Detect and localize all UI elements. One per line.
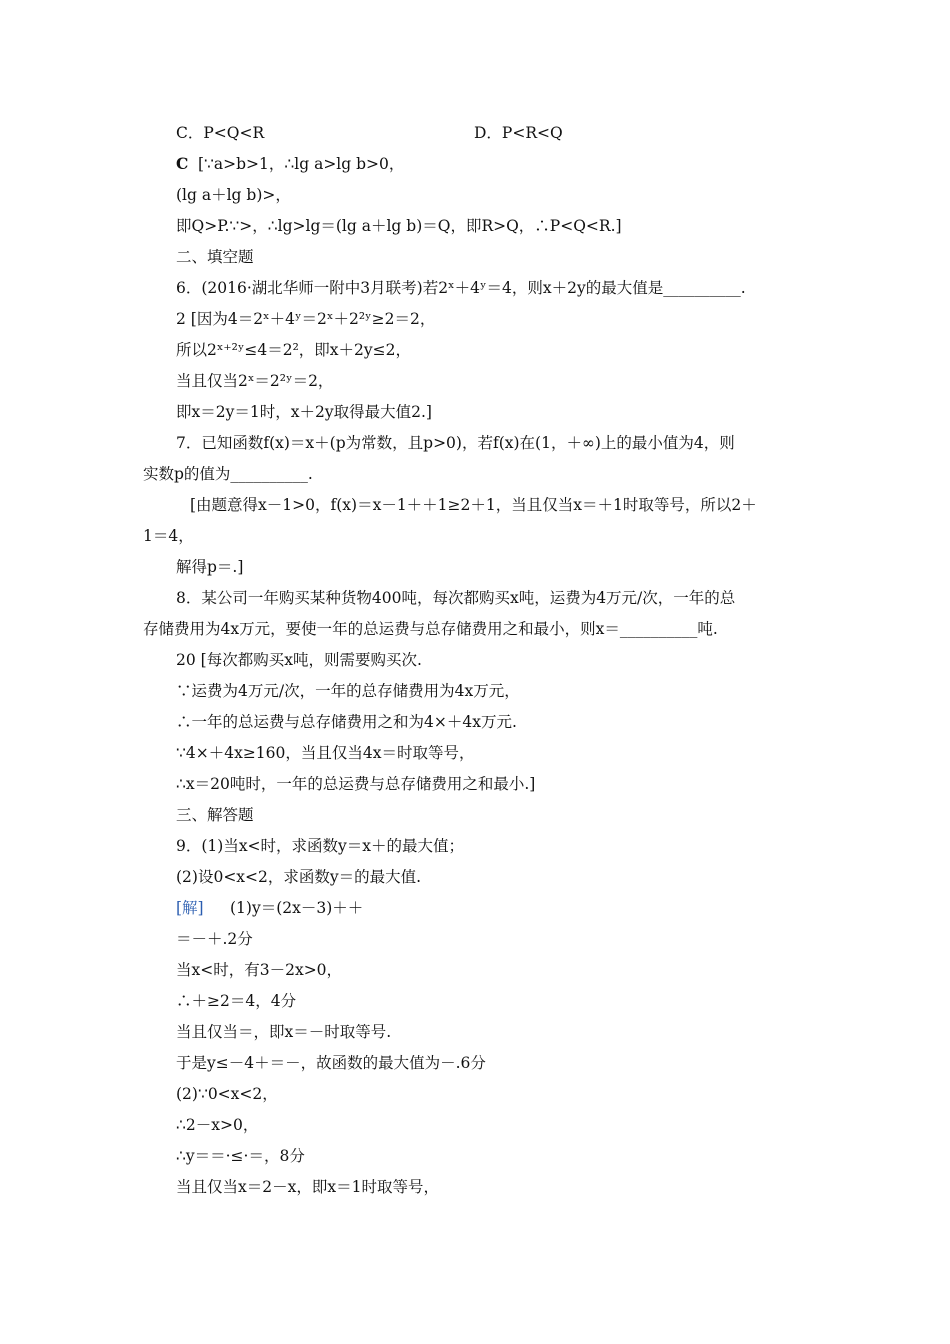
option-c: C．P<Q<R <box>176 124 265 142</box>
question-7-cont: 实数p的值为__________. <box>143 465 313 483</box>
question-9-part-2: (2)设0<x<2，求函数y＝的最大值. <box>176 868 422 886</box>
option-d: D．P<R<Q <box>474 124 563 142</box>
solution-tag: [解] <box>176 899 204 917</box>
solution-line: 1＝4， <box>143 527 194 545</box>
answer-label: C <box>176 154 189 173</box>
solution-line: 即x＝2y＝1时，x＋2y取得最大值2.] <box>176 403 432 421</box>
solution-line: ∵4×＋4x≥160，当且仅当4x＝时取等号， <box>176 744 475 762</box>
section-heading: 三、解答题 <box>176 806 254 824</box>
question-8-cont: 存储费用为4x万元，要使一年的总运费与总存储费用之和最小，则x＝__________吨. <box>143 620 718 638</box>
solution-line: 当x<时，有3－2x>0， <box>176 961 343 979</box>
solution-line: ∵运费为4万元/次，一年的总存储费用为4x万元， <box>176 682 520 700</box>
question-9-part-1: 9．(1)当x<时，求函数y＝x＋的最大值； <box>176 837 465 855</box>
solution-line: 20 [每次都购买x吨，则需要购买次. <box>176 651 422 669</box>
solution-line: ∴x＝20吨时，一年的总运费与总存储费用之和最小.] <box>176 775 536 793</box>
solution-line: (1)y＝(2x－3)＋＋ <box>230 899 364 917</box>
question-8: 8．某公司一年购买某种货物400吨，每次都购买x吨，运费为4万元/次，一年的总 <box>176 589 736 607</box>
solution-line: 当且仅当x＝2－x，即x＝1时取等号， <box>176 1178 439 1196</box>
solution-line: ∴＋≥2＝4，4分 <box>176 992 297 1010</box>
solution-line: 解得p＝.] <box>176 558 244 576</box>
solution-line: (2)∵0<x<2， <box>176 1085 278 1103</box>
solution-line: (lg a＋lg b)>， <box>176 186 291 204</box>
question-7: 7．已知函数f(x)＝x＋(p为常数，且p>0)，若f(x)在(1，＋∞)上的最小值为4，则 <box>176 434 735 452</box>
solution-line: 2 [因为4＝2ˣ＋4ʸ＝2ˣ＋2²ʸ≥2＝2， <box>176 310 436 328</box>
solution-line: 于是y≤－4＋＝－，故函数的最大值为－.6分 <box>176 1054 486 1072</box>
solution-line: ∴一年的总运费与总存储费用之和为4×＋4x万元. <box>176 713 517 731</box>
solution-line: [由题意得x－1>0，f(x)＝x－1＋＋1≥2＋1，当且仅当x＝＋1时取等号，所以2＋ <box>190 496 757 514</box>
section-heading: 二、填空题 <box>176 248 254 266</box>
solution-line: ∴y＝＝·≤·＝，8分 <box>176 1147 305 1165</box>
solution-line: 当且仅当2ˣ＝2²ʸ＝2， <box>176 372 334 390</box>
solution-line: ∴2－x>0， <box>176 1116 259 1134</box>
solution-line: 所以2ˣ⁺²ʸ≤4＝2²，即x＋2y≤2， <box>176 341 412 359</box>
solution-line: [∵a>b>1，∴lg a>lg b>0， <box>198 155 405 173</box>
solution-line: ＝－＋.2分 <box>176 930 253 948</box>
solution-line: 即Q>P.∵>，∴lg>lg＝(lg a＋lg b)＝Q，即R>Q，∴P<Q<R.] <box>176 217 622 235</box>
solution-line: 当且仅当＝，即x＝－时取等号. <box>176 1023 392 1041</box>
question-6: 6．(2016·湖北华师一附中3月联考)若2ˣ＋4ʸ＝4，则x＋2y的最大值是__________. <box>176 279 746 297</box>
